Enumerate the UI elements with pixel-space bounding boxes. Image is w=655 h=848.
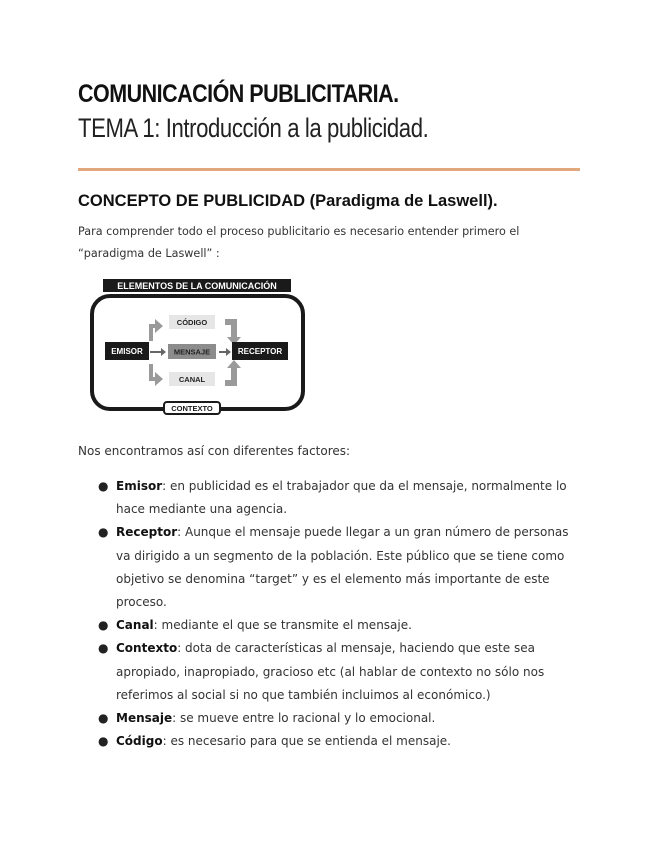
arrow-canal-receptor xyxy=(225,360,241,386)
factor-term: Canal xyxy=(116,618,154,633)
codigo-label: CÓDIGO xyxy=(176,318,208,327)
factor-term: Receptor xyxy=(116,525,178,540)
factor-text: : se mueve entre lo racional y lo emocional. xyxy=(172,711,436,726)
factor-text: : dota de características al mensaje, haciendo que este sea apropiado, inapropiado, gracioso etc (al hablar de contexto no sólo nos referimos al social si no que también incluimos al económico.) xyxy=(116,641,545,702)
communication-diagram xyxy=(89,275,309,420)
factor-term: Código xyxy=(116,734,163,749)
mensaje-label: MENSAJE xyxy=(173,347,211,357)
list-item: ● Mensaje: se mueve entre lo racional y lo emocional. xyxy=(98,711,436,726)
receptor-label: RECEPTOR xyxy=(237,347,283,356)
list-item: ● Canal: mediante el que se transmite el mensaje. xyxy=(98,618,412,633)
list-item: ● Contexto: dota de características al mensaje, haciendo que este sea apropiado, inapropiado, gracioso etc (al hablar de contexto no sólo nos referimos al social si no que también incluimos al económico.) xyxy=(98,641,545,702)
arrow-mensaje-receptor xyxy=(219,348,231,356)
factor-text: : Aunque el mensaje puede llegar a un gran número de personas va dirigido a un segmento de la población. Este público que se tiene como objetivo se denomina “target” y es el elemento más importante de este proceso. xyxy=(116,525,569,610)
arrow-codigo-receptor xyxy=(225,319,241,345)
section-heading: CONCEPTO DE PUBLICIDAD (Paradigma de Laswell). xyxy=(78,192,498,210)
list-item: ● Código: es necesario para que se entienda el mensaje. xyxy=(98,734,451,749)
document-title: COMUNICACIÓN PUBLICITARIA. xyxy=(78,80,399,108)
factor-text: : es necesario para que se entienda el mensaje. xyxy=(162,734,451,749)
factor-text: : en publicidad es el trabajador que da el mensaje, normalmente lo hace mediante una agencia. xyxy=(116,479,567,517)
canal-label: CANAL xyxy=(178,375,206,384)
intro-paragraph: Para comprender todo el proceso publicitario es necesario entender primero el “paradigma de Laswell” : xyxy=(78,225,520,260)
title-divider xyxy=(78,168,580,171)
emisor-label: EMISOR xyxy=(111,347,143,356)
contexto-label: CONTEXTO xyxy=(171,404,213,413)
arrow-emisor-codigo xyxy=(149,319,163,341)
arrow-emisor-canal xyxy=(149,364,163,386)
factor-term: Mensaje xyxy=(116,711,173,726)
factor-term: Emisor xyxy=(116,479,163,493)
list-item: ● Emisor: en publicidad es el trabajador que da el mensaje, normalmente lo hace mediante una agencia. xyxy=(98,479,567,517)
factors-intro: Nos encontramos así con diferentes factores: xyxy=(78,444,351,458)
list-item: ● Receptor: Aunque el mensaje puede llegar a un gran número de personas va dirigido a un segmento de la población. Este público que se tiene como objetivo se denomina “target” y es el elemento más importante de este proceso. xyxy=(98,525,569,610)
factor-term: Contexto xyxy=(116,641,178,656)
factor-text: : mediante el que se transmite el mensaje. xyxy=(153,618,412,633)
factors-list xyxy=(78,475,580,753)
document-subtitle: TEMA 1: Introducción a la publicidad. xyxy=(78,113,429,143)
diagram-title: ELEMENTOS DE LA COMUNICACIÓN xyxy=(117,281,277,291)
arrow-emisor-mensaje xyxy=(150,348,166,356)
